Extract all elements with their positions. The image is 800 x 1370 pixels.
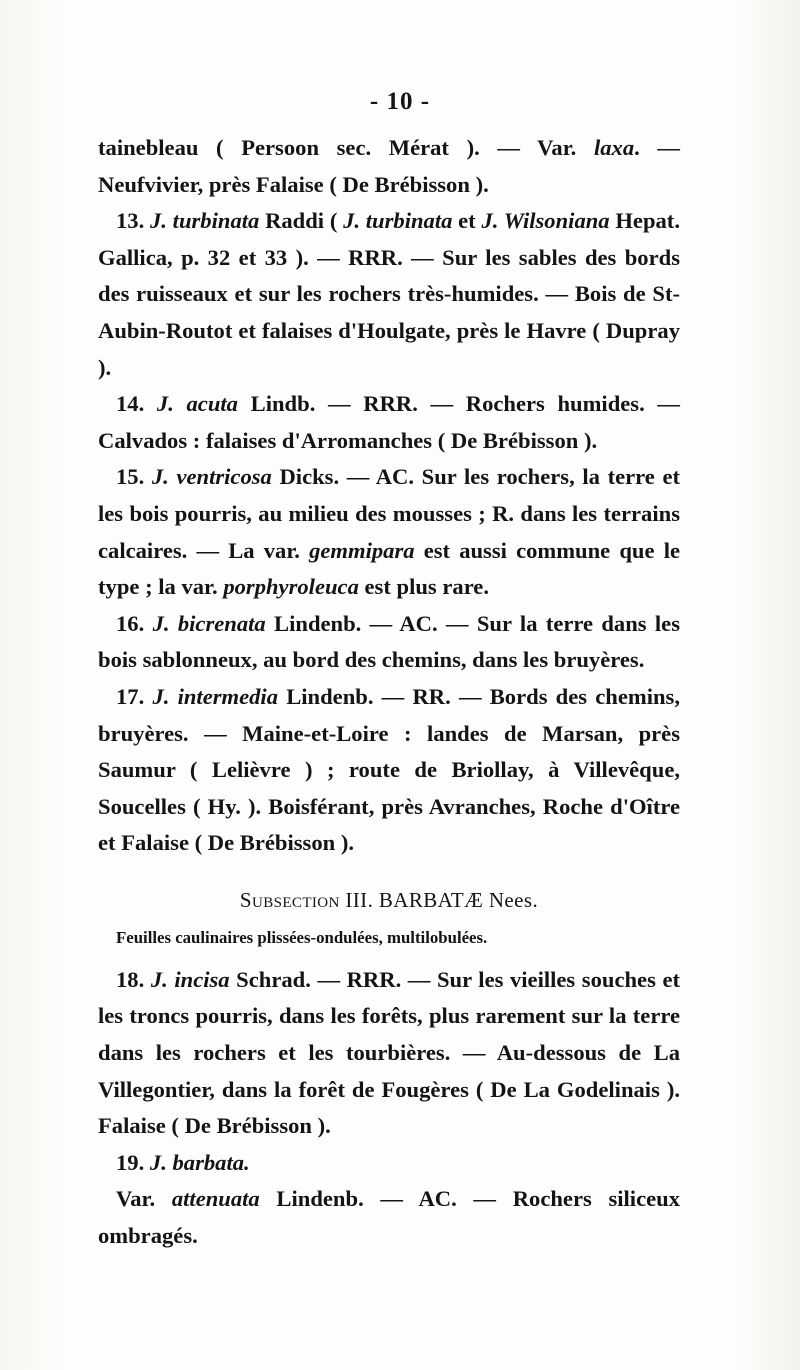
text-run: est plus rare. [358, 574, 489, 600]
entry-19 [98, 1145, 680, 1182]
entry-number: 18. [116, 966, 151, 992]
species-name: J. incisa [150, 966, 230, 992]
text-run: Var. [116, 1186, 172, 1212]
page-body [98, 130, 680, 1255]
subsection-description: Feuilles caulinaires plissées-ondulées, multilobulées. [116, 927, 488, 947]
entry-16 [98, 606, 680, 679]
variety-name: laxa [593, 135, 635, 160]
text-run: Lindenb. — RR. — Bords des chemins, bruyères. — Maine-et-Loire : landes de Marsan, près Saumur ( Lelièvre ) ; route de Briollay, à Villevêque, Soucelles ( Hy. ). Boisférant, près Avranches, Roche d'Oître et Falaise ( De Brébisson ). [98, 683, 680, 856]
paragraph-continuation [98, 130, 680, 203]
variety-name: gemmipara [309, 537, 415, 563]
entry-number: 14. [116, 391, 157, 417]
entry-13 [98, 203, 680, 386]
variety-name: porphyroleuca [223, 574, 359, 600]
text-run: et [452, 208, 482, 234]
text-run: Schrad. — RRR. — Sur les vieilles souches et les troncs pourris, dans les forêts, plus rarement sur la terre dans les rochers et les tourbières. — Au-dessous de La Villegontier, dans la forêt de Fougères ( De La Godelinais ). Falaise ( De Brébisson ). [98, 966, 680, 1139]
text-run: Lindenb. — AC. — Rochers siliceux ombragés. [98, 1186, 681, 1249]
species-name: J. acuta [156, 391, 238, 417]
entry-number: 15. [116, 464, 152, 490]
species-name: J. turbinata [343, 208, 453, 234]
entry-15 [98, 459, 680, 605]
subsection-name: BARBATÆ Nees. [378, 887, 539, 912]
subsection-label: Subsection III. [239, 887, 374, 912]
species-name: J. intermedia [152, 683, 278, 709]
text-run: Raddi ( [259, 208, 344, 234]
entry-18 [98, 962, 680, 1145]
species-name: J. ventricosa [151, 464, 272, 490]
variety-entry [98, 1181, 680, 1254]
text-run: est aussi commune que le type ; la var. [98, 537, 680, 600]
entry-number: 16. [116, 610, 153, 636]
entry-number: 19. [116, 1149, 150, 1175]
text-run: . — Neufvivier, près Falaise ( De Brébisson ). [98, 135, 680, 197]
text-run: Hepat. Gallica, p. 32 et 33 ). — RRR. — Sur les sables des bords des ruisseaux et sur les rochers très-humides. — Bois de St-Aubin-Routot et falaises d'Houlgate, près le Havre ( Dupray ). [98, 208, 680, 380]
entry-14 [98, 386, 680, 459]
text-run: Dicks. — AC. Sur les rochers, la terre et les bois pourris, au milieu des mousses ; R. dans les terrains calcaires. — La var. [98, 464, 680, 563]
subsection-heading [98, 882, 680, 918]
species-name: turbinata [172, 208, 260, 234]
text-run: Lindb. — RRR. — Rochers humides. — Calvados : falaises d'Arromanches ( De Brébisson ). [98, 391, 680, 453]
variety-name: attenuata [171, 1186, 260, 1212]
entry-number: 13. [116, 208, 150, 234]
genus-abbrev: J. [149, 208, 173, 234]
entry-number: 17. [116, 683, 153, 709]
page-number: - 10 - [369, 88, 431, 115]
text-run: Lindenb. — AC. — Sur la terre dans les bois sablonneux, au bord des chemins, dans les bruyères. [98, 610, 681, 673]
entry-17 [98, 679, 680, 862]
species-name: J. Wilsoniana [481, 208, 610, 234]
species-name: J. bicrenata [152, 610, 266, 636]
text-run: tainebleau ( Persoon sec. Mérat ). — Var. [98, 135, 594, 160]
species-name: J. barbata. [149, 1149, 250, 1175]
